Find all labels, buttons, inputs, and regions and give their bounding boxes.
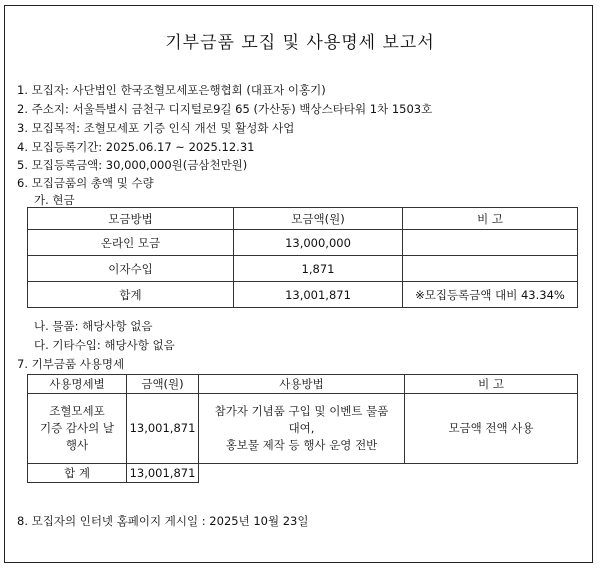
column-header: 모금방법 bbox=[28, 208, 234, 230]
item-purpose: 3. 모집목적: 조혈모세포 기증 인식 개선 및 활성화 사업 bbox=[17, 121, 295, 135]
cash-table bbox=[27, 207, 578, 308]
column-header: 금액(원) bbox=[127, 375, 199, 394]
table-cell-line: 기증 감사의 날 bbox=[40, 421, 114, 435]
table-cell: 13,001,871 bbox=[234, 282, 403, 308]
table-header-row bbox=[28, 208, 578, 230]
document-title: 기부금품 모집 및 사용명세 보고서 bbox=[165, 33, 435, 53]
table-cell: 1,871 bbox=[234, 256, 403, 282]
item-cash-heading: 가. 현금 bbox=[34, 193, 75, 207]
table-cell: 온라인 모금 bbox=[28, 230, 234, 256]
table-cell-line: 참가자 기념품 구입 및 이벤트 물품 bbox=[214, 404, 389, 418]
table-cell: 이자수입 bbox=[28, 256, 234, 282]
table-cell: 13,001,871 bbox=[127, 464, 199, 483]
table-cell: 합계 bbox=[28, 282, 234, 308]
table-cell: 13,000,000 bbox=[234, 230, 403, 256]
table-cell-line: 대여, bbox=[288, 421, 315, 435]
item-total-heading: 6. 모집금품의 총액 및 수량 bbox=[17, 176, 154, 190]
item-period: 4. 모집등록기간: 2025.06.17 ~ 2025.12.31 bbox=[17, 140, 255, 154]
column-header: 비 고 bbox=[403, 208, 578, 230]
table-cell: 합 계 bbox=[28, 464, 127, 483]
item-target-amount: 5. 모집등록금액: 30,000,000원(금삼천만원) bbox=[17, 158, 248, 172]
table-row bbox=[28, 230, 578, 256]
table-total-row bbox=[28, 464, 578, 483]
table-cell-empty bbox=[405, 464, 578, 483]
usage-amount-cell: 13,001,871 bbox=[127, 394, 199, 464]
table-cell: ※모집등록금액 대비 43.34% bbox=[403, 282, 578, 308]
column-header: 모금액(원) bbox=[234, 208, 403, 230]
column-header: 비 고 bbox=[405, 375, 578, 394]
item-usage-heading: 7. 기부금품 사용명세 bbox=[17, 357, 125, 371]
item-posting-date: 8. 모집자의 인터넷 홈페이지 게시일 : 2025년 10월 23일 bbox=[17, 514, 309, 528]
usage-note-cell: 모금액 전액 사용 bbox=[405, 394, 578, 464]
item-goods: 나. 물품: 해당사항 없음 bbox=[34, 319, 153, 333]
table-row bbox=[28, 282, 578, 308]
table-cell bbox=[403, 256, 578, 282]
item-address: 2. 주소지: 서울특별시 금천구 디지털로9길 65 (가산동) 백상스타타워 1차 1503호 bbox=[17, 102, 433, 116]
column-header: 사용명세별 bbox=[28, 375, 127, 394]
table-header-row bbox=[28, 375, 578, 394]
usage-table bbox=[27, 374, 578, 483]
table-cell-line: 홍보물 제작 등 행사 운영 전반 bbox=[225, 438, 378, 452]
table-cell-line: 행사 bbox=[65, 438, 89, 452]
table-cell bbox=[403, 230, 578, 256]
usage-category-cell bbox=[28, 394, 127, 464]
column-header: 사용방법 bbox=[199, 375, 405, 394]
table-cell-line: 조혈모세포 bbox=[49, 404, 105, 418]
item-collector: 1. 모집자: 사단법인 한국조혈모세포은행협회 (대표자 이홍기) bbox=[17, 83, 326, 97]
item-other-income: 다. 기타수입: 해당사항 없음 bbox=[34, 338, 175, 352]
table-cell-empty bbox=[199, 464, 405, 483]
table-row bbox=[28, 394, 578, 464]
table-row bbox=[28, 256, 578, 282]
usage-method-cell bbox=[199, 394, 405, 464]
